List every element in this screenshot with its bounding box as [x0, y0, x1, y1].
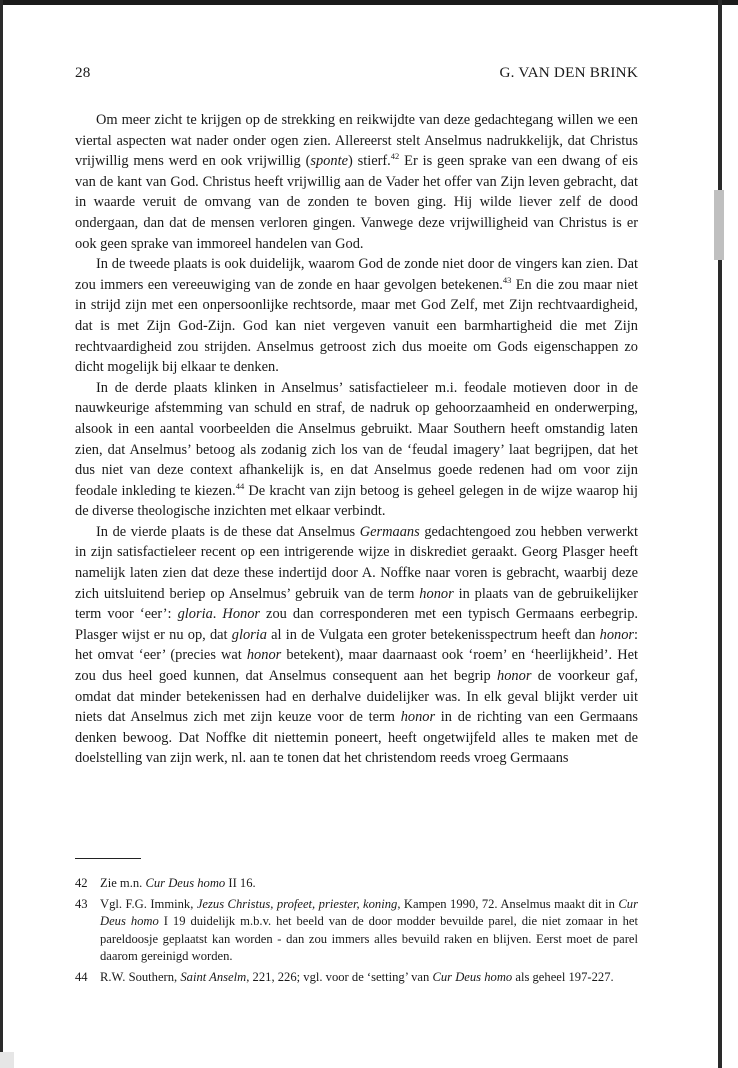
page-number: 28 [75, 64, 91, 81]
footnote-ref-42: 42 [390, 151, 400, 162]
latin-term-sponte: sponte [310, 153, 348, 170]
paragraph-1: Om meer zicht te krijgen op de strekking en reikwijdte van deze gedachtegang willen we een viertal aspecten wat nader onder ogen zien. Allereerst stelt Anselmus nadrukkelijk, dat Christus vrijwillig mens werd en ook vrijwillig (sponte) stierf.$^{42}$ Er is geen sprake van een dwang of eis van de kant van God. Christus heeft vrijwillig aan de Vader het offer van Zijn leven gebracht, dat in waarde veruit de omvang van de zonden te boven ging. Hij wilde liever zelf de dood ondergaan, dan dat de mensen verloren gingen. Vanwege deze vrijwilligheid van Christus is er ook geen sprake van immoreel handelen van God. [75, 112, 639, 252]
running-header [75, 64, 638, 82]
scan-left-border [0, 0, 3, 1068]
scan-corner-artifact [0, 1052, 14, 1068]
paragraph-3: In de derde plaats klinken in Anselmus’ satisfactieleer m.i. feodale motieven door in de nauwkeurige afstemming van schuld en straf, de nadruk op gehoorzaamheid en onderwerping, alsook in een aantal voorbeelden die Anselmus gebruikt. Maar Southern heeft omstandig laten zien, dat Anselmus’ betoog als zodanig zich los van de ‘feudal imagery’ laat begrijpen, dat het dus niet van deze context afhankelijk is, en dat Anselmus goede redenen had om voor zijn feodale inkleding te kiezen.$^{44}$ De kracht van zijn betoog is geheel gelegen in de wijze waarop hij de diverse theologische inzichten met elkaar verbindt. [75, 379, 639, 520]
scan-top-border [0, 0, 738, 5]
footnote-43 [75, 896, 638, 965]
footnote-ref-44: 44 [235, 480, 245, 491]
footnote-number: 42 [75, 876, 88, 890]
paragraph-2: In de tweede plaats is ook duidelijk, waarom God de zonde niet door de vingers kan zien. Dat zou immers een vereeuwiging van de zonde en haar gevolgen betekenen.$^{43}$ En die zou maar niet in strijd zijn met een onpersoonlijke rechtsorde, maar met God Zelf, met Zijn rechtvaardigheid, dat is met Zijn God-Zijn. God kan niet vergeven vanuit een barmhartigheid die met Zijn rechtvaardigheid zou strijden. Anselmus getroost zich dus moeite om Gods eigenschappen zo dicht mogelijk bij elkaar te denken. [75, 256, 639, 376]
scan-artifact [714, 190, 724, 260]
footnote-text: Vgl. F.G. Immink, Jezus Christus, profeet, priester, koning, Kampen 1990, 72. Anselmus maakt dit in Cur Deus homo I 19 duidelijk m.b.v. het beeld van de door modder bevuilde parel, die niet zomaar in het pareldoosje geplaatst kan worden - dan zou immers alles bevuild raken en blijven. Eerst moet de parel daarom gereinigd worden. [100, 897, 638, 963]
footnote-number: 43 [75, 897, 88, 912]
footnote-separator [75, 858, 141, 859]
footnote-ref-43: 43 [502, 274, 512, 285]
footnote-42 [75, 875, 638, 892]
body-text [75, 110, 638, 769]
paragraph-4: In de vierde plaats is de these dat Anselmus Germaans gedachtengoed zou hebben verwerkt in zijn satisfactieleer recent op een intrigerende wijze in diskrediet geraakt. Georg Plasger heeft namelijk laten zien dat deze these indertijd door A. Noffke naar voren is gebracht, waarbij deze zich uitsluitend beriep op Anselmus’ gebruik van de term honor in plaats van de gebruikelijker term voor ‘eer’: gloria. Honor zou dan corresponderen met een typisch Germaans eerbegrip. Plasger wijst er nu op, dat gloria al in de Vulgata een groter betekenisspectrum heeft dan honor: het omvat ‘eer’ (precies wat honor betekent), maar daarnaast ook ‘roem’ en ‘heerlijkheid’. Het zou dus heel goed kunnen, dat Anselmus consequent aan het begrip honor de voorkeur gaf, omdat dat minder betekenissen had en derhalve duidelijker was. In elk geval blijkt verder uit niets dat Anselmus zich met zijn keuze voor de term honor in de richting van een Germaans denken bewoog. Dat Noffke dit niettemin poneert, heeft ongetwijfeld alles te maken met de doelstelling van zijn werk, nl. aan te tonen dat het christendom reeds vroeg Germaans [75, 523, 639, 767]
footnote-text: Zie m.n. Cur Deus homo II 16. [100, 876, 256, 890]
footnote-number: 44 [75, 970, 88, 985]
scan-right-border [718, 0, 722, 1068]
footnote-text: R.W. Southern, Saint Anselm, 221, 226; vgl. voor de ‘setting’ van Cur Deus homo als geheel 197-227. [100, 970, 614, 985]
running-head-author: G. VAN DEN BRINK [499, 64, 638, 81]
footnotes [75, 875, 638, 990]
footnote-44 [75, 969, 638, 986]
